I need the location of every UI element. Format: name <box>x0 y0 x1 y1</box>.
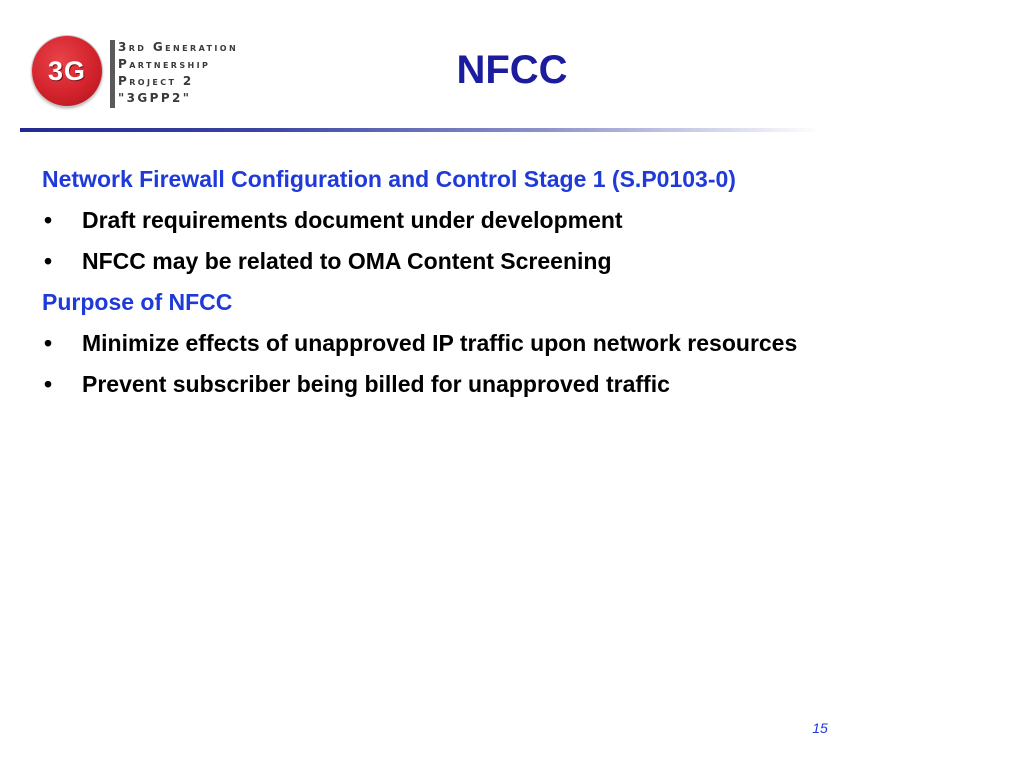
bullet-item <box>42 248 1002 289</box>
slide-title: NFCC <box>456 48 568 92</box>
logo-line-1: 3rd Generation <box>118 40 239 54</box>
bullet-item <box>42 371 1002 412</box>
bullet-text: Draft requirements document under development <box>82 207 623 233</box>
bullet-item <box>42 207 1002 248</box>
page-number: 15 <box>812 720 828 736</box>
section-heading: Purpose of NFCC <box>42 289 233 315</box>
bullet-glyph: • <box>44 330 53 356</box>
bullet-glyph: • <box>44 371 53 397</box>
title-divider <box>20 128 820 132</box>
bullet-glyph: • <box>44 248 53 274</box>
logo-line-2: Partnership <box>118 57 211 71</box>
bullet-text: Prevent subscriber being billed for unapproved traffic <box>82 371 670 397</box>
bullet-item <box>42 330 1002 371</box>
section-heading: Network Firewall Configuration and Control Stage 1 (S.P0103-0) <box>42 166 736 192</box>
bullet-glyph: • <box>44 207 53 233</box>
bullet-text: Minimize effects of unapproved IP traffic upon network resources <box>82 330 798 356</box>
bullet-text: NFCC may be related to OMA Content Screening <box>82 248 612 274</box>
logo-line-4: "3GPP2" <box>118 91 192 105</box>
logo-mark-text: 3G <box>47 56 87 86</box>
logo-line-3: Project 2 <box>118 74 194 88</box>
slide-body <box>42 166 1002 412</box>
